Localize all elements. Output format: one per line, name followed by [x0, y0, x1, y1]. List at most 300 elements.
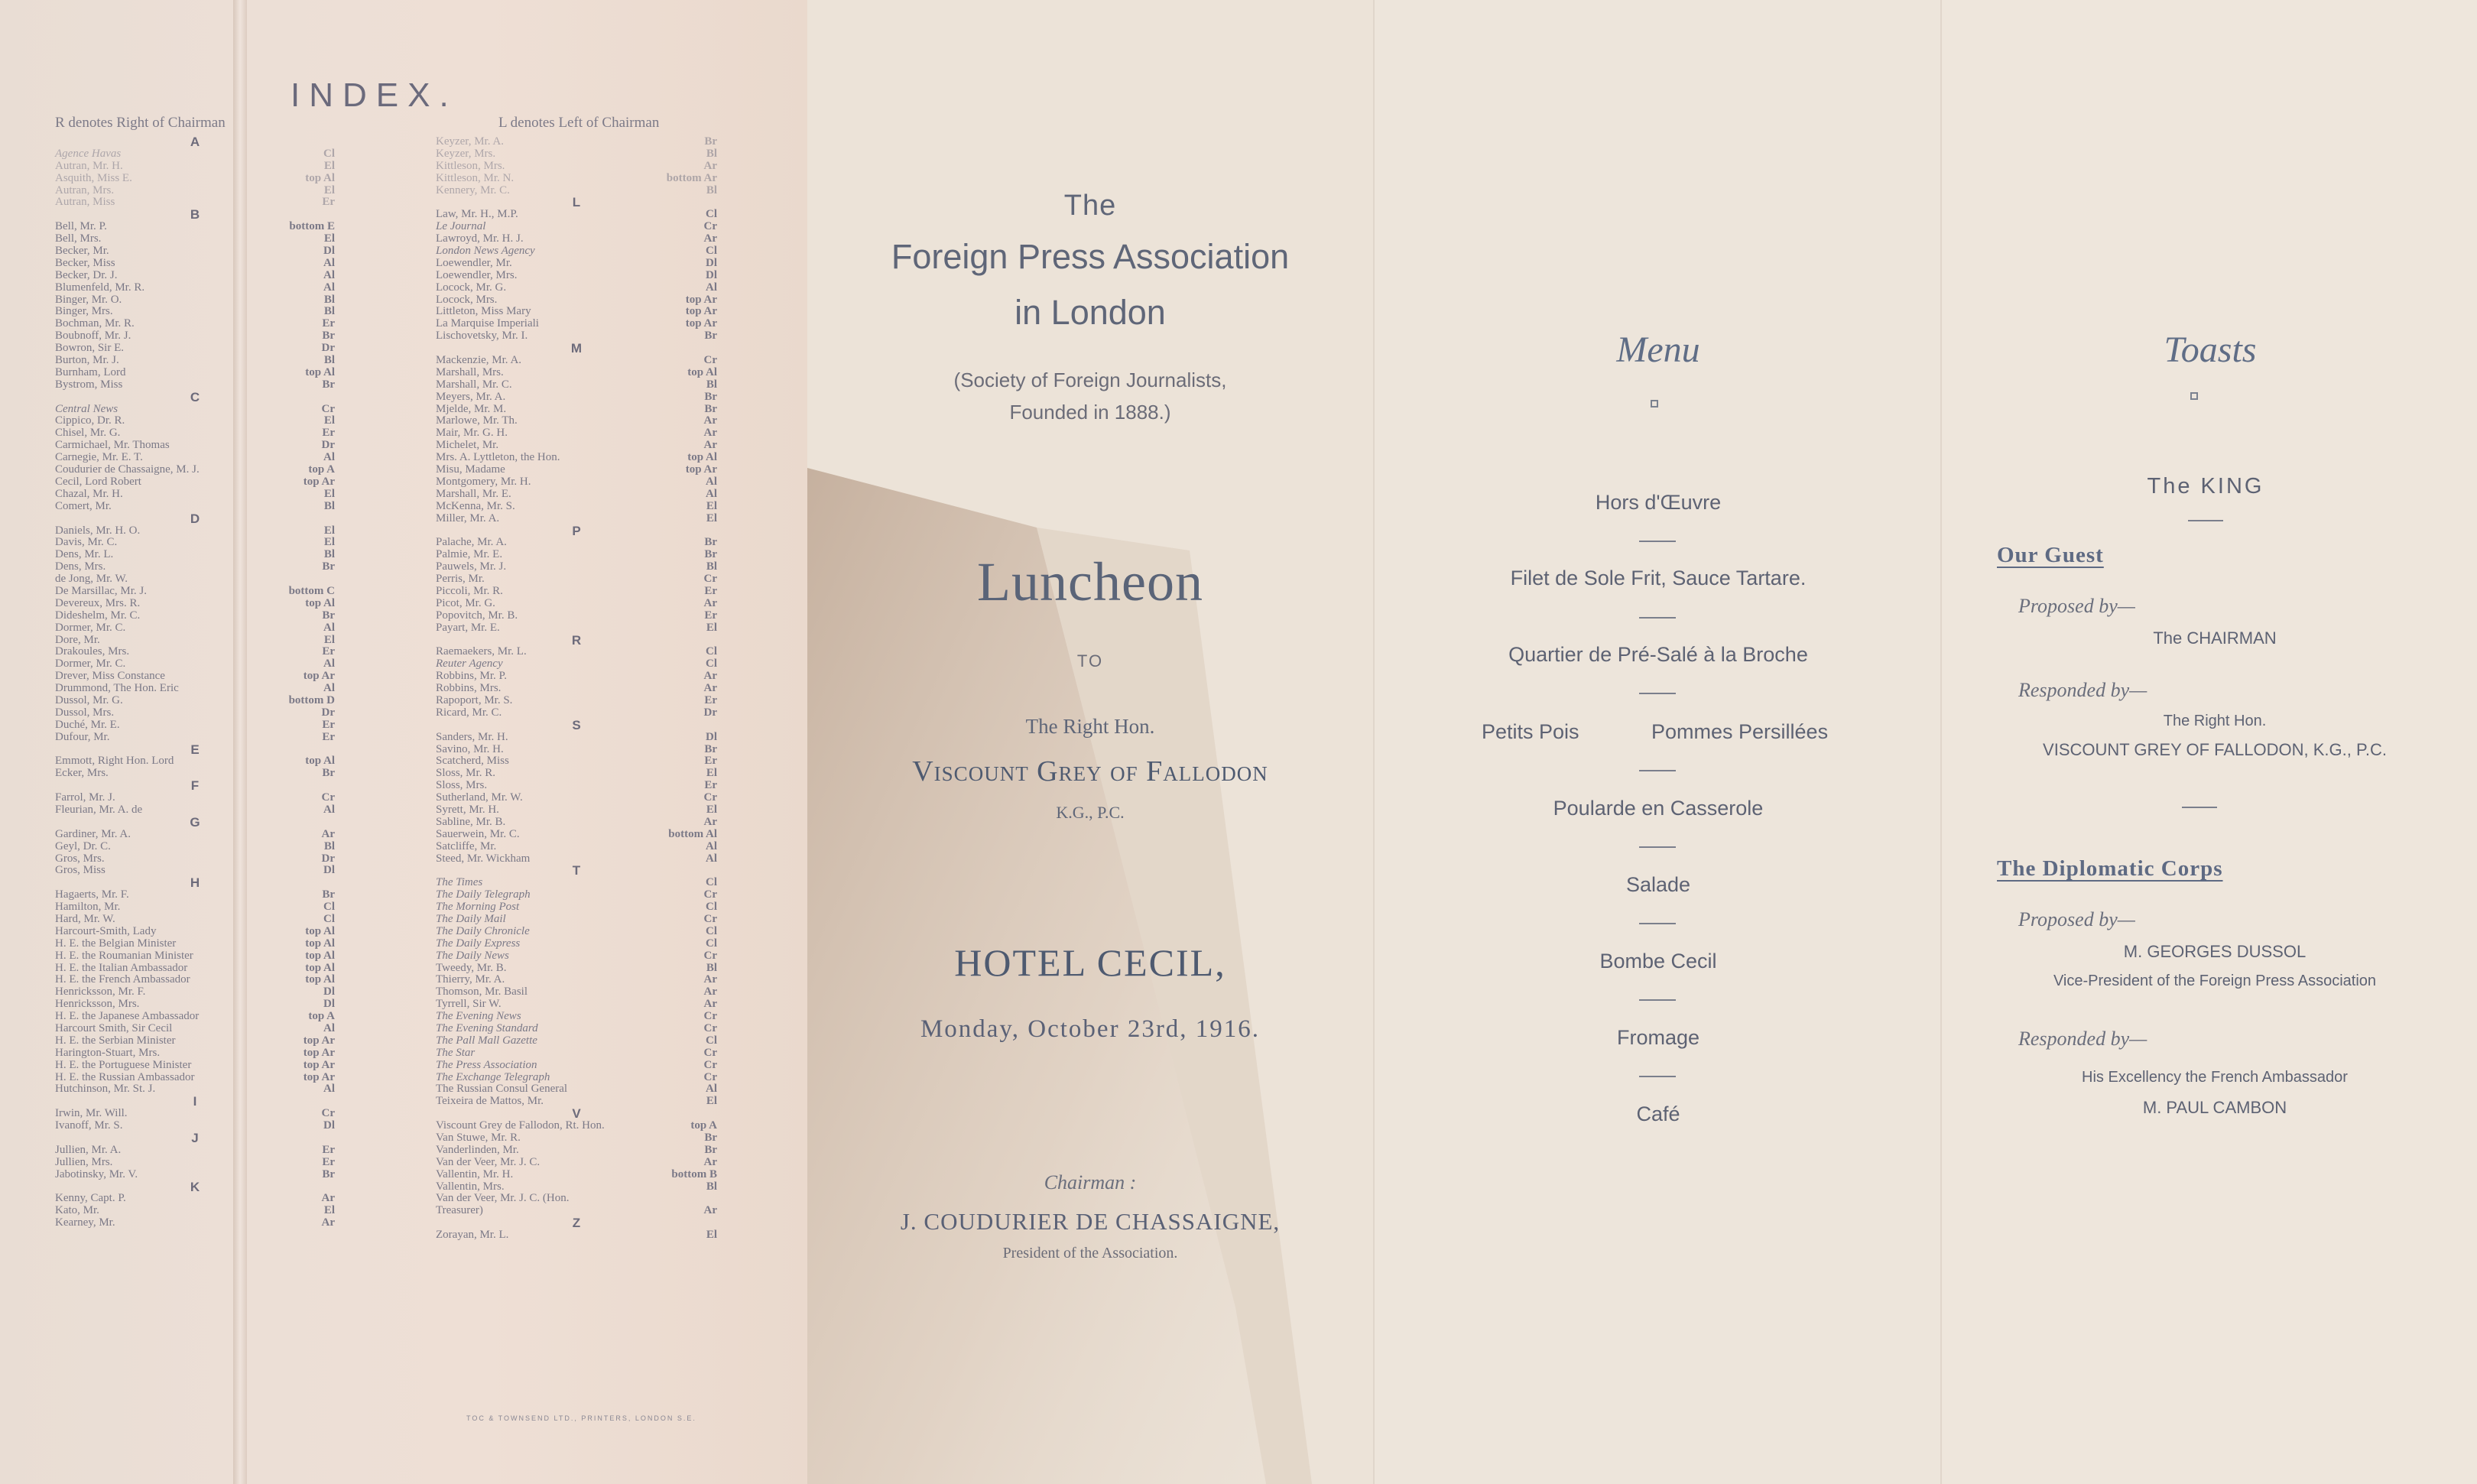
index-letter: E [190, 742, 200, 757]
index-entry-table: Br [704, 402, 717, 415]
index-entry-table: Er [704, 584, 717, 597]
index-entry-name: Bell, Mrs. [55, 232, 102, 245]
index-entry [55, 148, 335, 161]
index-entry-table: Cr [703, 913, 717, 925]
index-entry-table: top Al [305, 596, 335, 609]
index-letter-heading [55, 209, 335, 221]
index-entry-table: Cl [706, 876, 717, 889]
index-letter-heading [436, 1217, 717, 1229]
index-entry-table: Cl [706, 901, 717, 914]
index-entry-table: top Ar [303, 475, 335, 488]
index-entry-name: Kenny, Capt. P. [55, 1192, 126, 1205]
event-date: Monday, October 23rd, 1916. [920, 1015, 1261, 1043]
index-entry-name: Viscount Grey de Fallodon, Rt. Hon. [436, 1119, 605, 1132]
index-entry-table: Bl [706, 378, 717, 391]
index-entry [55, 1047, 335, 1060]
index-entry-name: Devereux, Mrs. R. [55, 596, 141, 609]
index-entry-name: Tweedy, Mr. B. [436, 961, 507, 974]
index-entry-name: Dens, Mr. L. [55, 548, 114, 561]
index-entry-table: Ar [321, 827, 335, 840]
index-entry-table: Br [704, 135, 717, 148]
index-entry-table: top Ar [685, 317, 717, 330]
index-entry-table: Cr [703, 949, 717, 962]
index-entry [436, 537, 717, 549]
index-entry [436, 658, 717, 671]
index-entry-name: Bell, Mr. P. [55, 220, 107, 233]
index-entry-name: Marshall, Mr. C. [436, 378, 512, 391]
index-entry-name: Law, Mr. H., M.P. [436, 208, 518, 221]
index-entry-table: Cl [706, 937, 717, 950]
index-entry [436, 598, 717, 610]
index-entry-table: Br [704, 742, 717, 755]
index-letter-heading [55, 391, 335, 404]
index-entry-name: Jullien, Mr. A. [55, 1143, 122, 1156]
index-entry-table: Er [322, 427, 335, 440]
index-entry [55, 707, 335, 719]
index-entry-table: Ar [703, 670, 717, 683]
index-entry [55, 1060, 335, 1072]
index-entry [436, 489, 717, 501]
index-entry-table: Al [706, 475, 717, 488]
index-entry-name: Keyzer, Mr. A. [436, 135, 504, 148]
index-entry-table: top Al [687, 365, 717, 378]
index-entry [436, 1145, 717, 1157]
index-entry-table: Cr [321, 402, 335, 415]
index-entry [55, 963, 335, 975]
index-entry-name: Sutherland, Mr. W. [436, 791, 523, 804]
index-letter-heading [55, 744, 335, 756]
proposed-label: Proposed by— [2018, 908, 2135, 930]
index-entry [436, 768, 717, 780]
index-entry-name: The Morning Post [436, 901, 520, 914]
index-letter-heading [55, 814, 335, 830]
index-entry-table: top Ar [303, 670, 335, 683]
menu-divider [1639, 770, 1676, 771]
index-letter-heading [55, 780, 335, 792]
index-entry-table: Cl [706, 645, 717, 658]
index-entry-table: Br [704, 330, 717, 343]
society-note: (Society of Foreign Journalists, [953, 369, 1227, 391]
index-entry-name: Dussol, Mrs. [55, 706, 115, 719]
index-entry-name: Hard, Mr. W. [55, 913, 115, 925]
index-entry [436, 732, 717, 744]
index-entry-table: Er [322, 196, 335, 209]
responded-label: Responded by— [2018, 679, 2147, 701]
index-entry [55, 440, 335, 452]
index-entry-table: Ar [321, 1216, 335, 1229]
index-entry [55, 1011, 335, 1023]
index-entry-table: top Ar [303, 1046, 335, 1059]
index-entry [55, 841, 335, 853]
index-entry-name: Dufour, Mr. [55, 730, 110, 743]
index-entry [55, 926, 335, 938]
index-entry-name: Van der Veer, Mr. J. C. (Hon. [436, 1192, 570, 1205]
index-entry [55, 755, 335, 768]
index-entry-table: Cl [706, 245, 717, 258]
index-entry [55, 330, 335, 343]
toasts-title: Toasts [2164, 330, 2257, 370]
index-entry-name: Palmie, Mr. E. [436, 548, 503, 561]
index-entry-name: Bochman, Mr. R. [55, 317, 135, 330]
index-entry-table: El [706, 1229, 717, 1242]
index-letter: L [572, 195, 581, 210]
index-entry-table: El [323, 536, 335, 549]
index-entry-table: El [323, 487, 335, 500]
index-entry-table: Bl [323, 839, 335, 852]
index-entry [436, 1011, 717, 1023]
index-entry [55, 1193, 335, 1205]
index-letter: R [571, 632, 582, 648]
index-entry [55, 464, 335, 476]
index-entry [55, 901, 335, 914]
index-entry [55, 671, 335, 683]
index-entry-name: H. E. the Italian Ambassador [55, 961, 188, 974]
index-entry-table: Dr [321, 439, 335, 452]
guest-honours: K.G., P.C. [1056, 803, 1125, 822]
index-entry [55, 974, 335, 986]
index-entry [55, 561, 335, 573]
index-entry [436, 817, 717, 829]
index-entry-table: Dr [321, 342, 335, 355]
index-entry [436, 282, 717, 294]
index-entry-name: Loewendler, Mrs. [436, 268, 518, 281]
index-entry-name: Dens, Mrs. [55, 560, 106, 573]
index-entry-name: The Daily Mail [436, 913, 506, 925]
founded-note: Founded in 1888.) [1009, 401, 1171, 424]
index-entry-table: El [323, 183, 335, 196]
index-entry-name: The Star [436, 1046, 476, 1059]
index-entry-table: Br [322, 888, 335, 901]
menu-divider [1639, 923, 1676, 924]
index-entry-name: Cippico, Dr. R. [55, 414, 125, 427]
index-entry [55, 1157, 335, 1169]
index-entry-name: Dussol, Mr. G. [55, 693, 123, 706]
index-entry-name: Asquith, Miss E. [55, 171, 132, 184]
index-letter: D [190, 511, 200, 526]
index-entry-name: Binger, Mr. O. [55, 293, 122, 306]
index-entry-table: El [706, 511, 717, 524]
index-entry [55, 1217, 335, 1229]
index-entry [436, 173, 717, 185]
index-entry-table: Er [322, 1143, 335, 1156]
index-entry-table: Bl [323, 548, 335, 561]
index-letter: K [190, 1179, 200, 1194]
index-entry-name: Le Journal [436, 220, 486, 233]
index-entry-name: Harcourt Smith, Sir Cecil [55, 1022, 173, 1035]
index-entry-table: top Al [305, 937, 335, 950]
index-entry-name: Becker, Dr. J. [55, 268, 118, 281]
index-entry-table: El [323, 1204, 335, 1217]
index-entry-table: bottom Ar [666, 171, 717, 184]
index-entry-name: Picot, Mr. G. [436, 596, 495, 609]
index-entry-name: Kennery, Mr. C. [436, 183, 510, 196]
index-entry-name: Chisel, Mr. G. [55, 427, 121, 440]
index-entry-table: Er [704, 609, 717, 622]
index-entry-name: Blumenfeld, Mr. R. [55, 281, 145, 294]
index-entry [436, 464, 717, 476]
index-entry-name: Kearney, Mr. [55, 1216, 115, 1229]
index-entry [436, 501, 717, 513]
index-entry [436, 901, 717, 914]
index-entry-name: Dormer, Mr. C. [55, 658, 126, 671]
index-entry [436, 136, 717, 148]
index-entry [436, 1132, 717, 1145]
index-entry [55, 404, 335, 416]
index-entry-name: The Times [436, 876, 483, 889]
index-entry-name: The Evening News [436, 1010, 521, 1023]
responder-title: The Right Hon. [2163, 713, 2267, 729]
index-entry-name: Thierry, Mr. A. [436, 973, 505, 986]
index-entry [436, 258, 717, 270]
index-entry-name: Palache, Mr. A. [436, 536, 507, 549]
index-entry-name: Davis, Mr. C. [55, 536, 118, 549]
index-entry-name: The Evening Standard [436, 1022, 538, 1035]
index-entry-table: Cr [703, 791, 717, 804]
index-entry [55, 610, 335, 622]
index-entry-name: Keyzer, Mrs. [436, 147, 496, 160]
index-entry-name: Satcliffe, Mr. [436, 839, 497, 852]
index-entry-name: Vallentin, Mrs. [436, 1180, 505, 1193]
index-entry-name: Kato, Mr. [55, 1204, 99, 1217]
index-entry-name: Syrett, Mr. H. [436, 803, 499, 816]
index-entry [436, 440, 717, 452]
index-entry-table: top Al [305, 171, 335, 184]
index-entry-name: Rapoport, Mr. S. [436, 693, 513, 706]
chairman-role: President of the Association. [1002, 1245, 1178, 1262]
index-entry [55, 294, 335, 307]
index-entry [55, 719, 335, 732]
index-entry-table: Ar [703, 596, 717, 609]
proposer-role: Vice-President of the Foreign Press Association [2053, 973, 2377, 989]
menu-item: Pommes Persillées [1651, 720, 1829, 743]
index-entry-name: Autran, Miss [55, 196, 115, 209]
index-entry-name: Chazal, Mr. H. [55, 487, 123, 500]
index-entry [55, 646, 335, 658]
index-entry-table: Al [323, 451, 335, 464]
index-entry [436, 1169, 717, 1181]
index-entry [436, 161, 717, 173]
index-entry-name: Ricard, Mr. C. [436, 706, 502, 719]
index-entry-table: Dl [323, 998, 335, 1011]
index-letter-heading [436, 196, 717, 209]
index-entry-name: Carmichael, Mr. Thomas [55, 439, 170, 452]
index-letter-heading [55, 136, 335, 148]
index-entry-name: Bystrom, Miss [55, 378, 123, 391]
index-entry-table: Br [322, 609, 335, 622]
index-entry-table: Er [704, 779, 717, 792]
menu-item: Café [1636, 1102, 1680, 1125]
index-entry-name: H. E. the Roumanian Minister [55, 949, 193, 962]
index-entry-table: Br [322, 767, 335, 780]
index-entry [436, 367, 717, 379]
index-title: INDEX. [291, 76, 458, 114]
index-entry-name: Lischovetsky, Mr. I. [436, 330, 528, 343]
index-entry-name: Jullien, Mrs. [55, 1155, 113, 1168]
event-title: Luncheon [977, 551, 1203, 612]
index-letter-heading [436, 865, 717, 877]
index-entry-table: Al [706, 1083, 717, 1096]
index-entry-name: H. E. the Portuguese Minister [55, 1058, 192, 1071]
index-entry-table: top Ar [303, 1058, 335, 1071]
index-entry [55, 1023, 335, 1035]
index-entry-name: Raemaekers, Mr. L. [436, 645, 527, 658]
index-entry [436, 245, 717, 258]
index-letter: V [572, 1106, 581, 1122]
index-entry-table: Bl [706, 1180, 717, 1193]
index-entry-name: Henricksson, Mrs. [55, 998, 140, 1011]
index-entry-name: Dormer, Mr. C. [55, 621, 126, 634]
index-entry-table: Al [323, 268, 335, 281]
index-entry-table: top Ar [303, 1034, 335, 1047]
index-entry-name: Bowron, Sir E. [55, 342, 124, 355]
index-entry [436, 926, 717, 938]
index-entry-name: Hagaerts, Mr. F. [55, 888, 129, 901]
index-entry-table: Cr [321, 1107, 335, 1120]
index-entry-name: Vallentin, Mr. H. [436, 1167, 514, 1180]
index-entry-table: Ar [703, 973, 717, 986]
index-entry [55, 173, 335, 185]
index-entry-name: Ecker, Mrs. [55, 767, 109, 780]
index-entry-table: Al [706, 487, 717, 500]
index-entry-name: Burnham, Lord [55, 365, 126, 378]
index-letter-heading [55, 1132, 335, 1145]
index-entry [55, 221, 335, 233]
responded-label: Responded by— [2018, 1028, 2147, 1050]
index-entry-table: Cr [703, 888, 717, 901]
index-entry [436, 646, 717, 658]
index-entry-table: El [323, 524, 335, 537]
menu-panel [1373, 0, 1940, 1484]
index-entry-name: Henricksson, Mr. F. [55, 986, 146, 999]
index-entry [55, 427, 335, 440]
index-entry-name: Drakoules, Mrs. [55, 645, 130, 658]
index-entry [55, 622, 335, 635]
index-letter: Z [572, 1216, 581, 1231]
index-entry [55, 161, 335, 173]
index-entry-name: Comert, Mr. [55, 499, 112, 512]
index-entry [55, 986, 335, 999]
index-entry-table: Bl [323, 499, 335, 512]
square-ornament-icon [2190, 392, 2198, 400]
index-entry [436, 804, 717, 817]
index-entry-table: Br [704, 1143, 717, 1156]
index-entry-name: Savino, Mr. H. [436, 742, 504, 755]
index-entry-table: top Al [305, 365, 335, 378]
index-entry-table: Cl [323, 913, 335, 925]
index-entry [436, 586, 717, 598]
index-entry-name: Boubnoff, Mr. J. [55, 330, 131, 343]
index-entry [436, 1047, 717, 1060]
index-entry [436, 1060, 717, 1072]
index-entry-table: Ar [703, 439, 717, 452]
index-entry-name: Cecil, Lord Robert [55, 475, 141, 488]
index-letter-heading [55, 513, 335, 525]
index-entry-name: The Press Association [436, 1058, 537, 1071]
index-entry-name: The Daily Express [436, 937, 521, 950]
index-entry [436, 986, 717, 999]
index-entry-table: Ar [703, 986, 717, 999]
index-entry-name: De Marsillac, Mr. J. [55, 584, 147, 597]
cover-the: The [1063, 190, 1117, 222]
index-entry-table: Dl [706, 256, 717, 269]
chairman-label: Chairman : [1044, 1171, 1137, 1193]
index-entry [55, 792, 335, 804]
index-entry-table: Ar [703, 1204, 717, 1217]
menu-item: Hors d'Œuvre [1595, 491, 1722, 514]
index-entry-table: Cr [321, 791, 335, 804]
index-entry-table: Cl [323, 147, 335, 160]
index-entry [55, 1108, 335, 1120]
index-entry [55, 853, 335, 865]
index-entry [436, 415, 717, 427]
square-ornament-icon [1651, 400, 1658, 408]
index-entry-table: Bl [323, 293, 335, 306]
index-entry-table: Al [323, 621, 335, 634]
index-entry-table: El [706, 1095, 717, 1108]
to-label: TO [1076, 651, 1104, 671]
toast-heading-guest: Our Guest [1997, 543, 2104, 567]
menu-title: Menu [1616, 330, 1700, 370]
index-entry [436, 233, 717, 245]
index-entry-name: Coudurier de Chassaigne, M. J. [55, 463, 200, 476]
index-entry [436, 306, 717, 318]
index-entry-table: Bl [706, 183, 717, 196]
index-entry-table: Br [704, 548, 717, 561]
index-entry [436, 391, 717, 404]
index-entry-name: Ivanoff, Mr. S. [55, 1119, 123, 1132]
index-entry-name: Robbins, Mrs. [436, 682, 502, 695]
index-letter: A [190, 135, 200, 149]
index-entry-name: Vanderlinden, Mr. [436, 1143, 519, 1156]
menu-item: Petits Pois [1482, 720, 1579, 743]
index-entry-name: Dideshelm, Mr. C. [55, 609, 141, 622]
index-entry-table: Al [323, 682, 335, 695]
index-entry [436, 404, 717, 416]
index-entry-table: El [323, 633, 335, 646]
index-entry-table: Cl [706, 658, 717, 671]
index-letter: G [190, 814, 200, 830]
index-entry-table: Dr [321, 706, 335, 719]
index-entry-table: Cr [703, 354, 717, 367]
index-entry [436, 1157, 717, 1169]
index-entry-table: Br [322, 560, 335, 573]
index-entry-table: Cr [703, 1070, 717, 1083]
index-entry-name: Dore, Mr. [55, 633, 100, 646]
responder-name: VISCOUNT GREY OF FALLODON, K.G., P.C. [2043, 740, 2387, 759]
toast-divider [2182, 807, 2217, 808]
index-entry-name: Farrol, Mr. J. [55, 791, 115, 804]
index-letter-heading [436, 1108, 717, 1120]
index-entry [55, 914, 335, 926]
index-entry [55, 245, 335, 258]
index-entry-table: Dl [706, 268, 717, 281]
index-entry-table: El [323, 159, 335, 172]
index-entry-name: Mackenzie, Mr. A. [436, 354, 522, 367]
index-entry [55, 343, 335, 355]
index-letter-heading [436, 525, 717, 537]
index-entry [436, 1120, 717, 1132]
index-entry-name: Teixeira de Mattos, Mr. [436, 1095, 544, 1108]
index-entry-name: Daniels, Mr. H. O. [55, 524, 141, 537]
venue: HOTEL CECIL, [954, 941, 1226, 984]
index-entry [436, 573, 717, 586]
index-entry-name: Jabotinsky, Mr. V. [55, 1167, 138, 1180]
index-entry-name: Reuter Agency [436, 658, 503, 671]
index-entry-name: Treasurer) [436, 1204, 483, 1217]
index-entry [436, 1023, 717, 1035]
menu-divider [1639, 617, 1676, 619]
menu-item: Poularde en Casserole [1553, 797, 1764, 820]
